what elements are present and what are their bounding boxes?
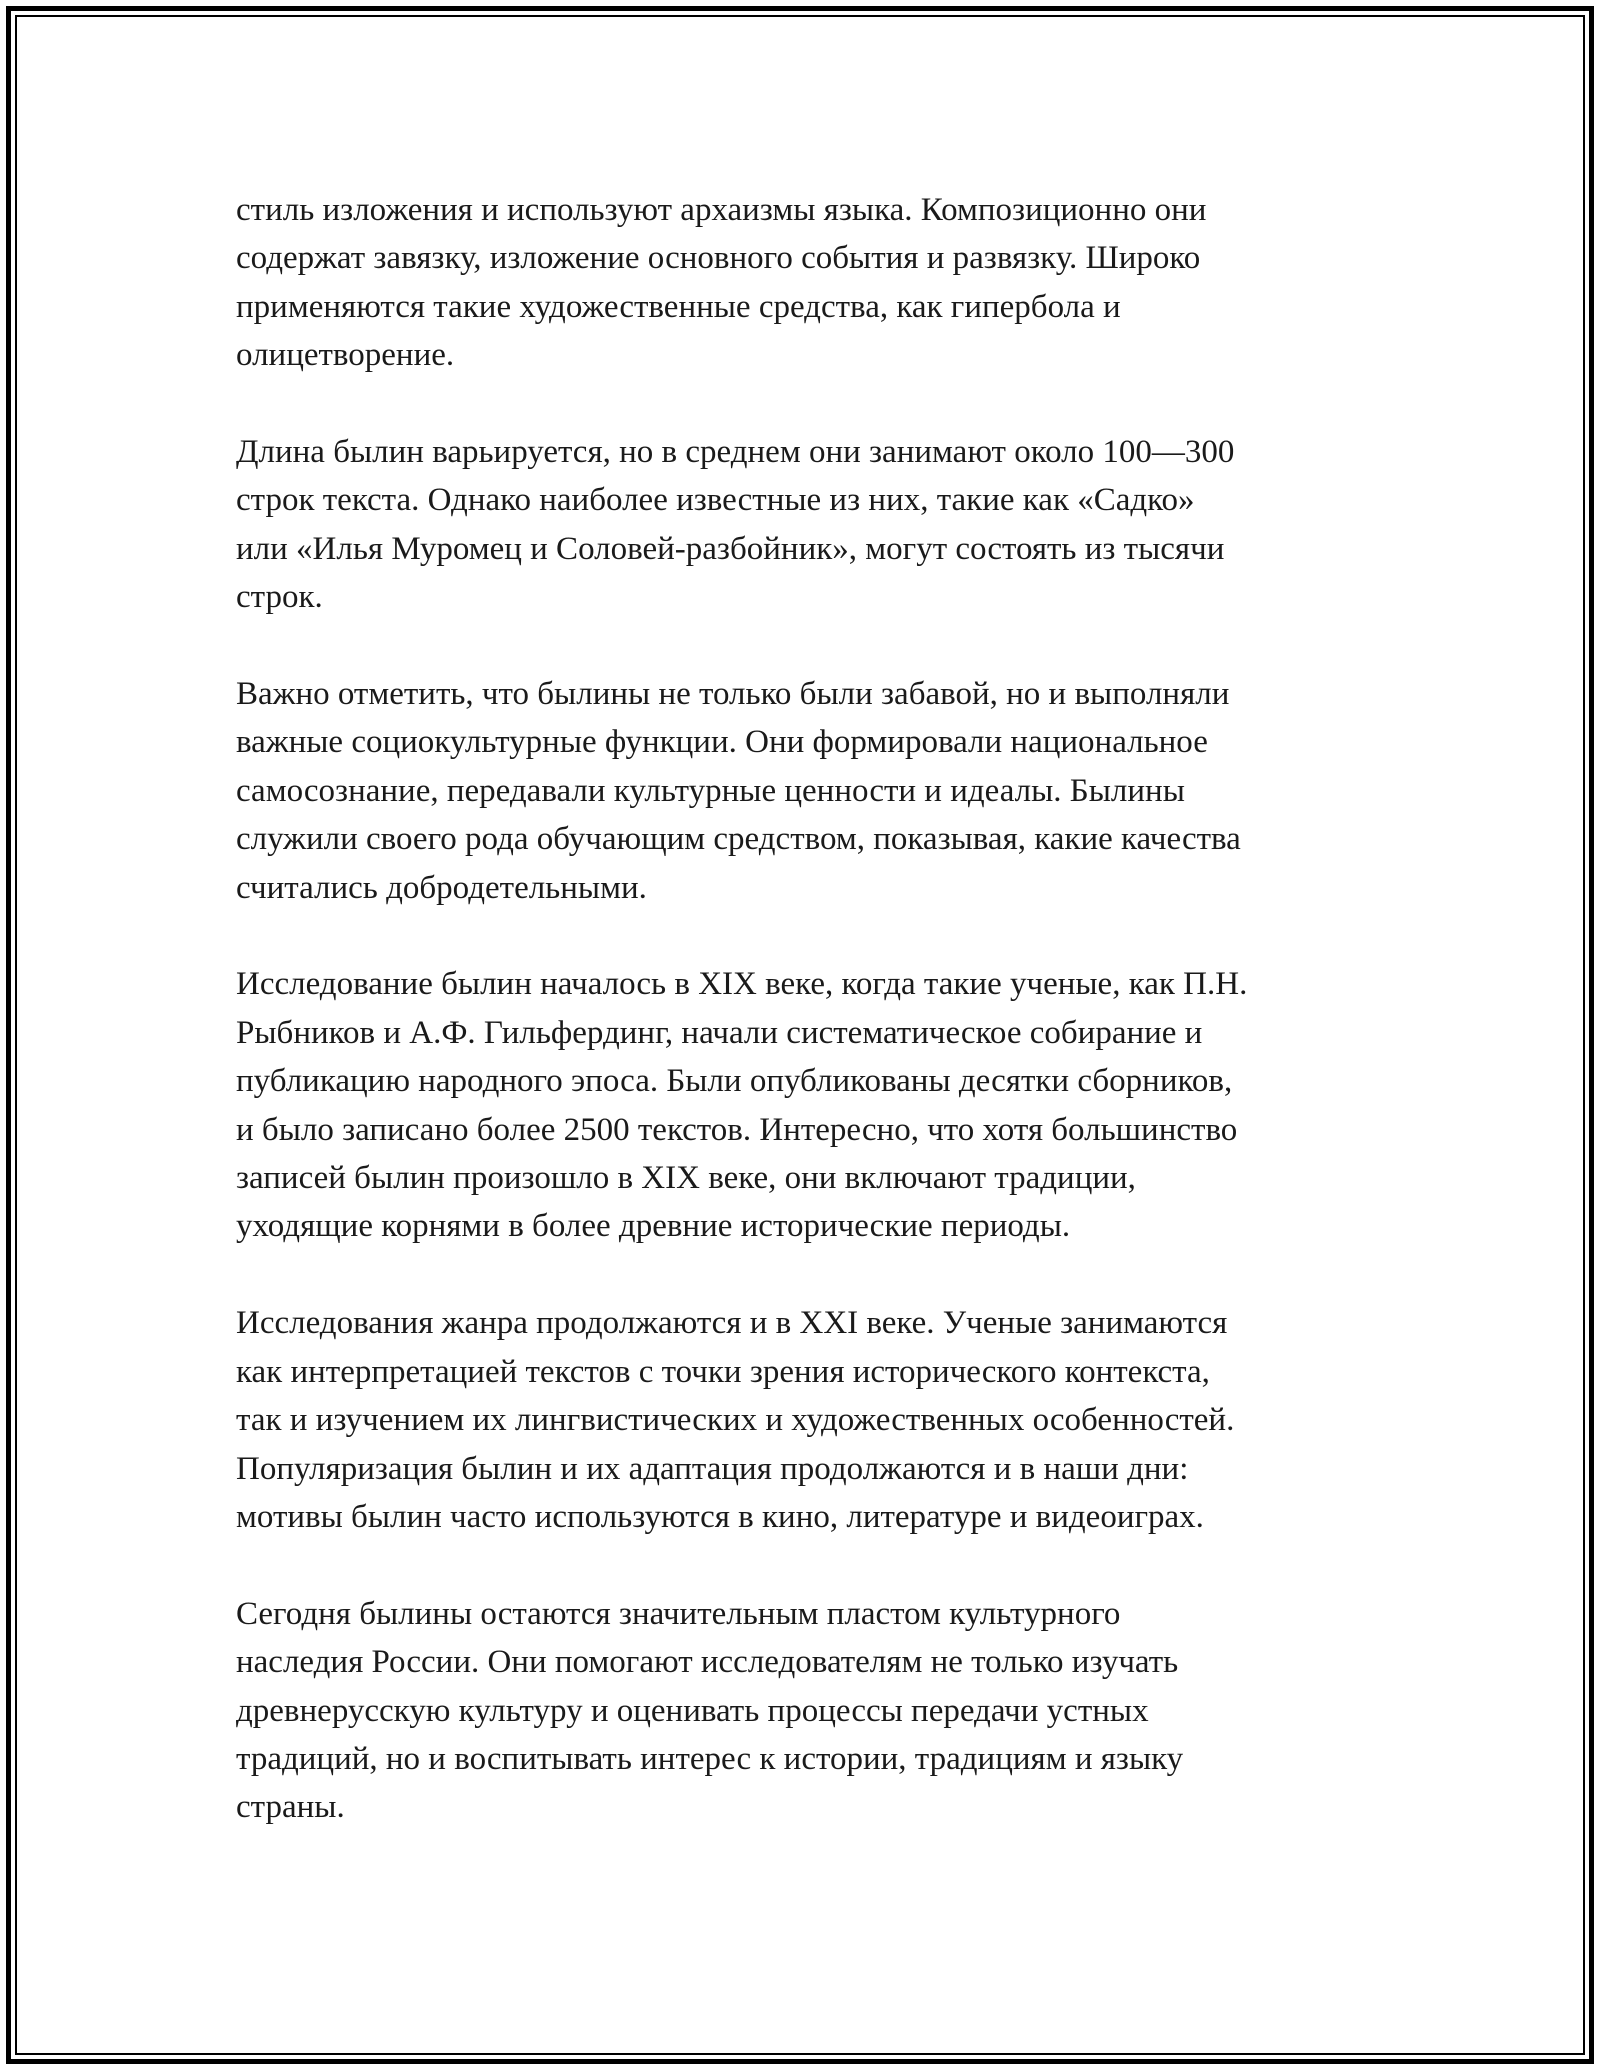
paragraph-1 — [236, 186, 1396, 380]
text-line: Важно отметить, что былины не только были забавой, но и выполняли — [236, 676, 1230, 713]
text-line: традиций, но и воспитывать интерес к истории, традициям и языку — [236, 1740, 1184, 1777]
text-line: Длина былин варьируется, но в среднем они занимают около 100—300 — [236, 434, 1235, 471]
text-line: как интерпретацией текстов с точки зрения исторического контекста, — [236, 1353, 1210, 1390]
text-line: или «Илья Муромец и Соловей-разбойник», могут состоять из тысячи — [236, 530, 1225, 567]
paragraph-6 — [236, 1590, 1396, 1832]
paragraph-3 — [236, 670, 1396, 912]
paragraph-2 — [236, 428, 1396, 622]
text-line: наследия России. Они помогают исследователям не только изучать — [236, 1644, 1179, 1681]
text-line: Сегодня былины остаются значительным пластом культурного — [236, 1595, 1121, 1632]
text-line: Популяризация былин и их адаптация продолжаются и в наши дни: — [236, 1450, 1189, 1487]
text-line: содержат завязку, изложение основного события и развязку. Широко — [236, 240, 1201, 277]
text-line: важные социокультурные функции. Они формировали национальное — [236, 724, 1208, 761]
text-line: Исследование былин началось в XIX веке, когда такие ученые, как П.Н. — [236, 966, 1248, 1003]
text-line: и было записано более 2500 текстов. Интересно, что хотя большинство — [236, 1111, 1238, 1148]
text-line: считались добродетельными. — [236, 869, 647, 906]
text-line: Рыбников и А.Ф. Гильфердинг, начали систематическое собирание и — [236, 1014, 1203, 1051]
text-line: древнерусскую культуру и оценивать процессы передачи устных — [236, 1692, 1149, 1729]
text-line: служили своего рода обучающим средством, показывая, какие качества — [236, 821, 1241, 858]
text-line: записей былин произошло в XIX веке, они включают традиции, — [236, 1160, 1136, 1197]
text-line: применяются такие художественные средства, как гипербола и — [236, 288, 1121, 325]
paragraph-4 — [236, 960, 1396, 1250]
text-line: страны. — [236, 1789, 345, 1826]
text-line: строк. — [236, 579, 323, 616]
text-line: стиль изложения и используют архаизмы языка. Композиционно они — [236, 192, 1207, 228]
document-body — [236, 186, 1396, 1880]
text-line: самосознание, передавали культурные ценности и идеалы. Былины — [236, 772, 1185, 809]
text-line: публикацию народного эпоса. Были опубликованы десятки сборников, — [236, 1063, 1233, 1100]
paragraph-5 — [236, 1299, 1396, 1541]
text-line: олицетворение. — [236, 337, 455, 374]
text-line: Исследования жанра продолжаются и в XXI веке. Ученые занимаются — [236, 1305, 1228, 1342]
text-line: так и изучением их лингвистических и художественных особенностей. — [236, 1402, 1235, 1439]
text-line: строк текста. Однако наиболее известные из них, такие как «Садко» — [236, 482, 1195, 519]
text-line: мотивы былин часто используются в кино, литературе и видеоиграх. — [236, 1498, 1204, 1535]
text-line: уходящие корнями в более древние исторические периоды. — [236, 1208, 1071, 1245]
